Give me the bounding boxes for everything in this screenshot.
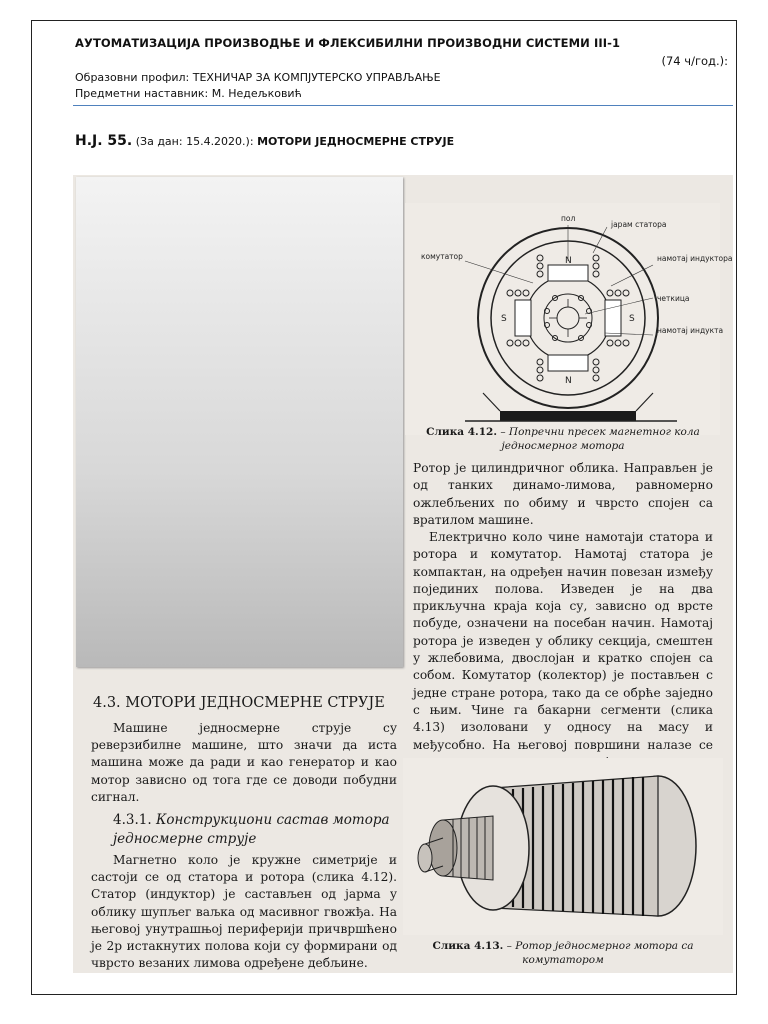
section-paragraph: Машине једносмерне струје су реверзибилне машине, што значи да иста машина може да ради и као генератор и као мотор зависно од тога где се доводи побудни сигнал. — [91, 721, 397, 804]
caption-4-12-text: – Попречни пресек магнетног кола једносмерног мотора — [500, 426, 700, 452]
electric-circuit-paragraph: Електрично коло чине намотаји статора и ротора и комутатор. Намотај статора је компактан, на одређен начин повезан између појединих полова. Изведен је на два прикључна краја која су, зависно од врсте побуде, означени на посебан начин. Намотај ротора је изведен у облику секција, смештен у жлебовима, двослојан и кратко спојен са собом. Комутатор (колектор) је постављен с једне стране ротора, тако да се обрће заједно с њим. Чине га бакарни сегменти (слика 4.13) изоловани у односу на масу и међусобно. На његовој површини налазе се — [413, 530, 713, 752]
profile-line — [75, 71, 441, 84]
subsection-name: Конструкциони састав мотора једносмерне струје — [113, 812, 390, 847]
subsection-number: 4.3.1. — [113, 812, 152, 828]
scanned-textbook-page — [73, 175, 733, 973]
lesson-date: (За дан: 15.4.2020.): — [135, 135, 254, 148]
subsection-paragraph: Магнетно коло је кружне симетрије и састоји се од статора и ротора (слика 4.12). Статор (индуктор) је састављен од јарма у облику шупљег ваљка од масивног гвожђа. На његовој унутрашњој периферији причвршћено је 2p истакнутих полова који су формирани од чврсто везаних лимова одређене дебљине. — [91, 853, 397, 971]
label-commutator: комутатор — [421, 252, 463, 261]
rotor-paragraph: Ротор је цилиндричног облика. Направљен је од танких динамо-лимова, равномерно ожлебљених по обиму и чврсто спојен са вратилом машине. — [413, 461, 713, 527]
header-rule — [73, 105, 733, 106]
course-title: АУТОМАТИЗАЦИЈА ПРОИЗВОДЊЕ И ФЛЕКСИБИЛНИ ПРОИЗВОДНИ СИСТЕМИ III-1 — [75, 36, 621, 50]
caption-4-13-number: Слика 4.13. — [432, 940, 504, 952]
figure-4-12-caption — [413, 425, 713, 453]
profile-value: ТЕХНИЧАР ЗА КОМПЈУТЕРСКО УПРАВЉАЊЕ — [192, 71, 441, 84]
teacher-value: М. Недељковић — [211, 87, 302, 100]
label-field-winding: намотај индуктора — [657, 254, 733, 263]
section-title: 4.3. МОТОРИ ЈЕДНОСМЕРНЕ СТРУЈЕ — [93, 695, 385, 711]
motor-cross-section-figure — [405, 203, 733, 435]
rotor-commutator-figure — [403, 758, 723, 935]
profile-label: Образовни профил: — [75, 71, 190, 84]
label-s-right: S — [629, 314, 635, 324]
label-yoke: јарам статора — [611, 220, 667, 229]
label-pol: пол — [561, 214, 576, 223]
teacher-line — [75, 87, 302, 100]
caption-4-13-text: – Ротор једносмерног мотора са комутатором — [506, 940, 694, 966]
caption-4-12-number: Слика 4.12. — [426, 426, 497, 438]
gray-placeholder-box — [76, 177, 403, 667]
label-s-left: S — [501, 314, 507, 324]
label-brush: четкица — [657, 294, 690, 303]
label-n-bottom: N — [565, 376, 572, 386]
lesson-number: Н.Ј. 55. — [75, 133, 133, 149]
figure-4-13-caption — [413, 939, 713, 967]
label-armature-winding: намотај индукта — [657, 326, 724, 335]
subsection-title — [113, 811, 403, 849]
label-n-top: N — [565, 256, 572, 266]
lesson-heading — [75, 133, 454, 149]
hours-per-year: (74 ч/год.): — [661, 54, 728, 68]
teacher-label: Предметни наставник: — [75, 87, 209, 100]
lesson-title: МОТОРИ ЈЕДНОСМЕРНЕ СТРУЈЕ — [257, 135, 455, 148]
